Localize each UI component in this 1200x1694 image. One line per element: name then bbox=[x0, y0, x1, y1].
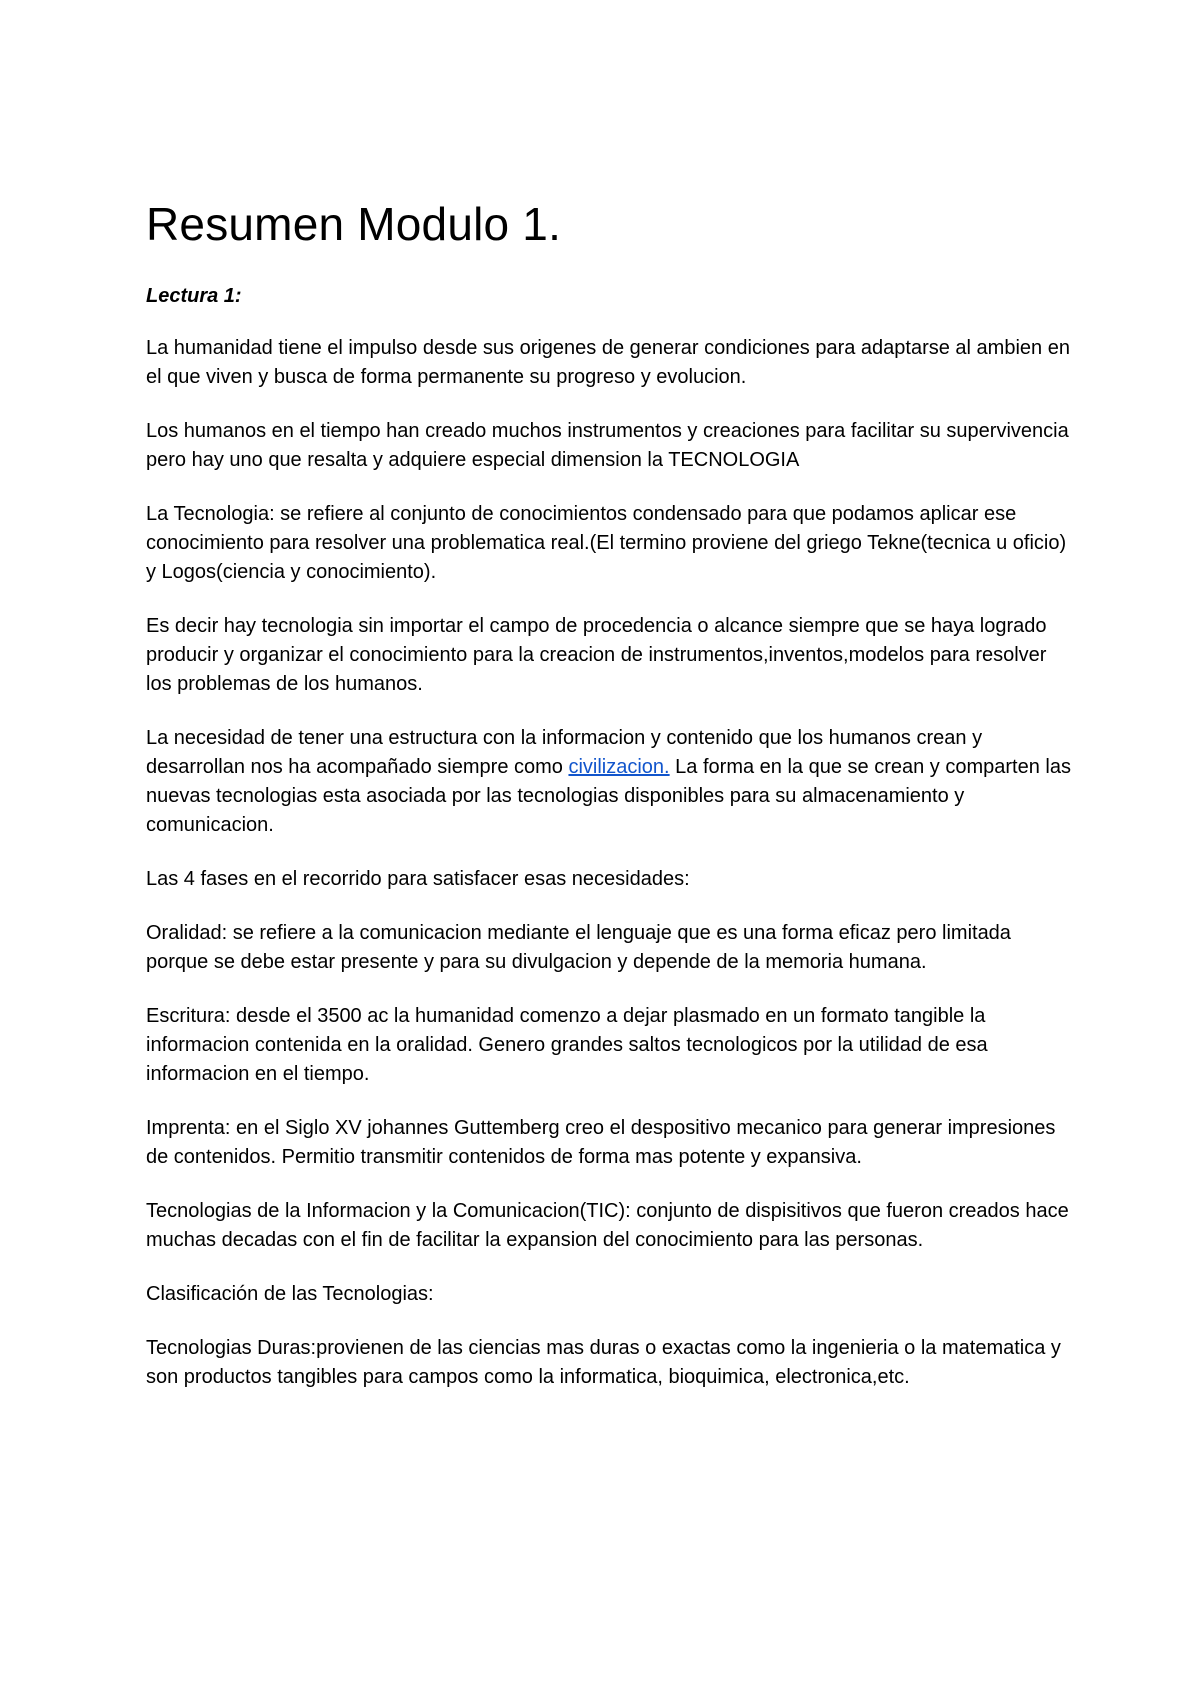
paragraph-tic: Tecnologias de la Informacion y la Comunicacion(TIC): conjunto de dispisitivos que fueron creados hace muchas decadas con el fin de facilitar la expansion del conocimiento para las personas. bbox=[146, 1200, 1069, 1251]
paragraph-es-decir: Es decir hay tecnologia sin importar el campo de procedencia o alcance siempre que se haya logrado producir y organizar el conocimiento para la creacion de instrumentos,inventos,modelos para resolver los problemas de los humanos. bbox=[146, 615, 1047, 695]
document-title: Resumen Modulo 1. bbox=[146, 198, 562, 250]
paragraph-text-after-link: La forma en la que se crean y comparten las nuevas tecnologias esta asociada por las tecnologias disponibles para su almacenamiento y comunicacion. bbox=[146, 756, 1071, 836]
document-page bbox=[146, 196, 1076, 1417]
paragraph-clasificacion: Clasificación de las Tecnologias: bbox=[146, 1283, 434, 1305]
paragraph-escritura: Escritura: desde el 3500 ac la humanidad comenzo a dejar plasmado en un formato tangible la informacion contenida en la oralidad. Genero grandes saltos tecnologicos por la utilidad de esa informacion en el tiempo. bbox=[146, 1005, 988, 1085]
paragraph-cuatro-fases: Las 4 fases en el recorrido para satisfacer esas necesidades: bbox=[146, 868, 690, 890]
paragraph-text-before-link: La necesidad de tener una estructura con la informacion y contenido que los humanos crean y desarrollan nos ha acompañado siempre como bbox=[146, 727, 983, 778]
civilizacion-link[interactable]: civilizacion. bbox=[568, 756, 670, 778]
paragraph-imprenta: Imprenta: en el Siglo XV johannes Guttemberg creo el despositivo mecanico para generar impresiones de contenidos. Permitio transmitir contenidos de forma mas potente y expansiva. bbox=[146, 1117, 1056, 1168]
paragraph-humanidad: La humanidad tiene el impulso desde sus origenes de generar condiciones para adaptarse al ambien en el que viven y busca de forma permanente su progreso y evolucion. bbox=[146, 337, 1070, 388]
paragraph-oralidad: Oralidad: se refiere a la comunicacion mediante el lenguaje que es una forma eficaz pero limitada porque se debe estar presente y para su divulgacion y depende de la memoria humana. bbox=[146, 922, 1011, 973]
paragraph-necesidad-estructura bbox=[146, 724, 1076, 840]
reading-subtitle: Lectura 1: bbox=[146, 285, 242, 307]
paragraph-tecnologia-definicion: La Tecnologia: se refiere al conjunto de conocimientos condensado para que podamos aplicar ese conocimiento para resolver una problematica real.(El termino proviene del griego Tekne(tecnica u oficio) y Logos(ciencia y conocimiento). bbox=[146, 503, 1067, 583]
paragraph-tecnologias-duras: Tecnologias Duras:provienen de las ciencias mas duras o exactas como la ingenieria o la matematica y son productos tangibles para campos como la informatica, bioquimica, electronica,etc. bbox=[146, 1337, 1061, 1388]
paragraph-humanos-tiempo: Los humanos en el tiempo han creado muchos instrumentos y creaciones para facilitar su supervivencia pero hay uno que resalta y adquiere especial dimension la TECNOLOGIA bbox=[146, 420, 1069, 471]
